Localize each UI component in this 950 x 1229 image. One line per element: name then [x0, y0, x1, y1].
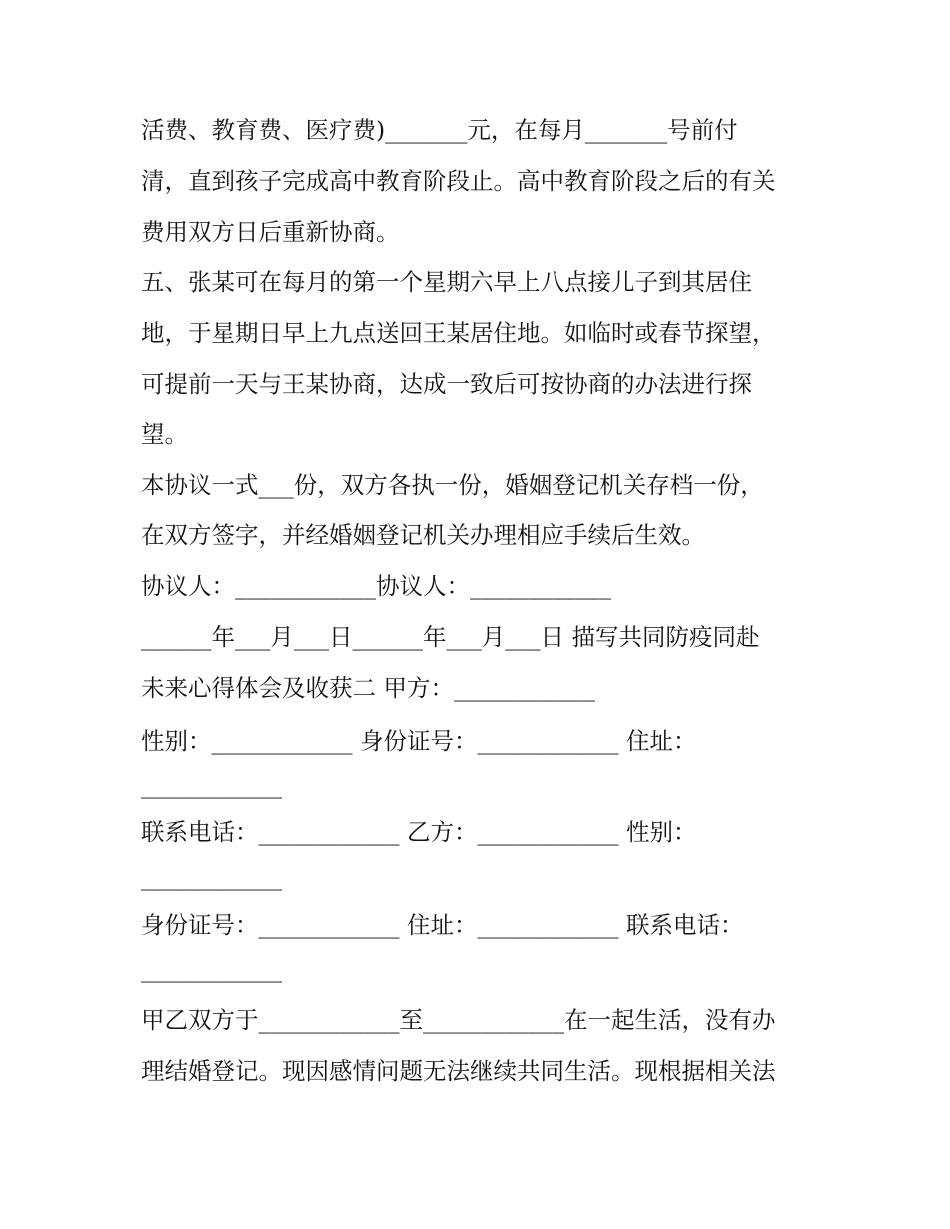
text-line-13: 性别：____________ 身份证号：____________ 住址： — [141, 727, 697, 755]
text-line-12: 未来心得体会及收获二 甲方：____________ — [141, 674, 595, 702]
text-line-16: ____________ — [141, 863, 282, 891]
text-line-8: 本协议一式___份，双方各执一份，婚姻登记机关存档一份， — [141, 471, 764, 499]
text-line-15: 联系电话：____________ 乙方：____________ 性别： — [141, 818, 697, 846]
text-line-9: 在双方签字，并经婚姻登记机关办理相应手续后生效。 — [141, 521, 705, 549]
text-line-3: 费用双方日后重新协商。 — [141, 218, 400, 246]
text-line-14: ____________ — [141, 771, 282, 799]
text-line-2: 清，直到孩子完成高中教育阶段止。高中教育阶段之后的有关 — [141, 167, 776, 195]
text-line-17: 身份证号：____________ 住址：____________ 联系电话： — [141, 911, 744, 939]
text-line-10: 协议人：____________协议人：____________ — [141, 572, 611, 600]
text-line-4: 五、张某可在每月的第一个星期六早上八点接儿子到其居住 — [141, 268, 752, 296]
text-line-6: 可提前一天与王某协商，达成一致后可按协商的办法进行探 — [141, 370, 752, 398]
text-line-11: ______年___月___日______年___月___日 描写共同防疫同赴 — [141, 623, 760, 651]
text-line-20: 理结婚登记。现因感情问题无法继续共同生活。现根据相关法 — [141, 1057, 776, 1085]
text-line-1: 活费、教育费、医疗费)_______元，在每月_______号前付 — [141, 116, 738, 144]
text-line-19: 甲乙双方于____________至____________在一起生活，没有办 — [141, 1006, 776, 1034]
text-line-7: 望。 — [141, 420, 188, 448]
text-line-5: 地，于星期日早上九点送回王某居住地。如临时或春节探望， — [141, 319, 776, 347]
text-line-18: ____________ — [141, 955, 282, 983]
